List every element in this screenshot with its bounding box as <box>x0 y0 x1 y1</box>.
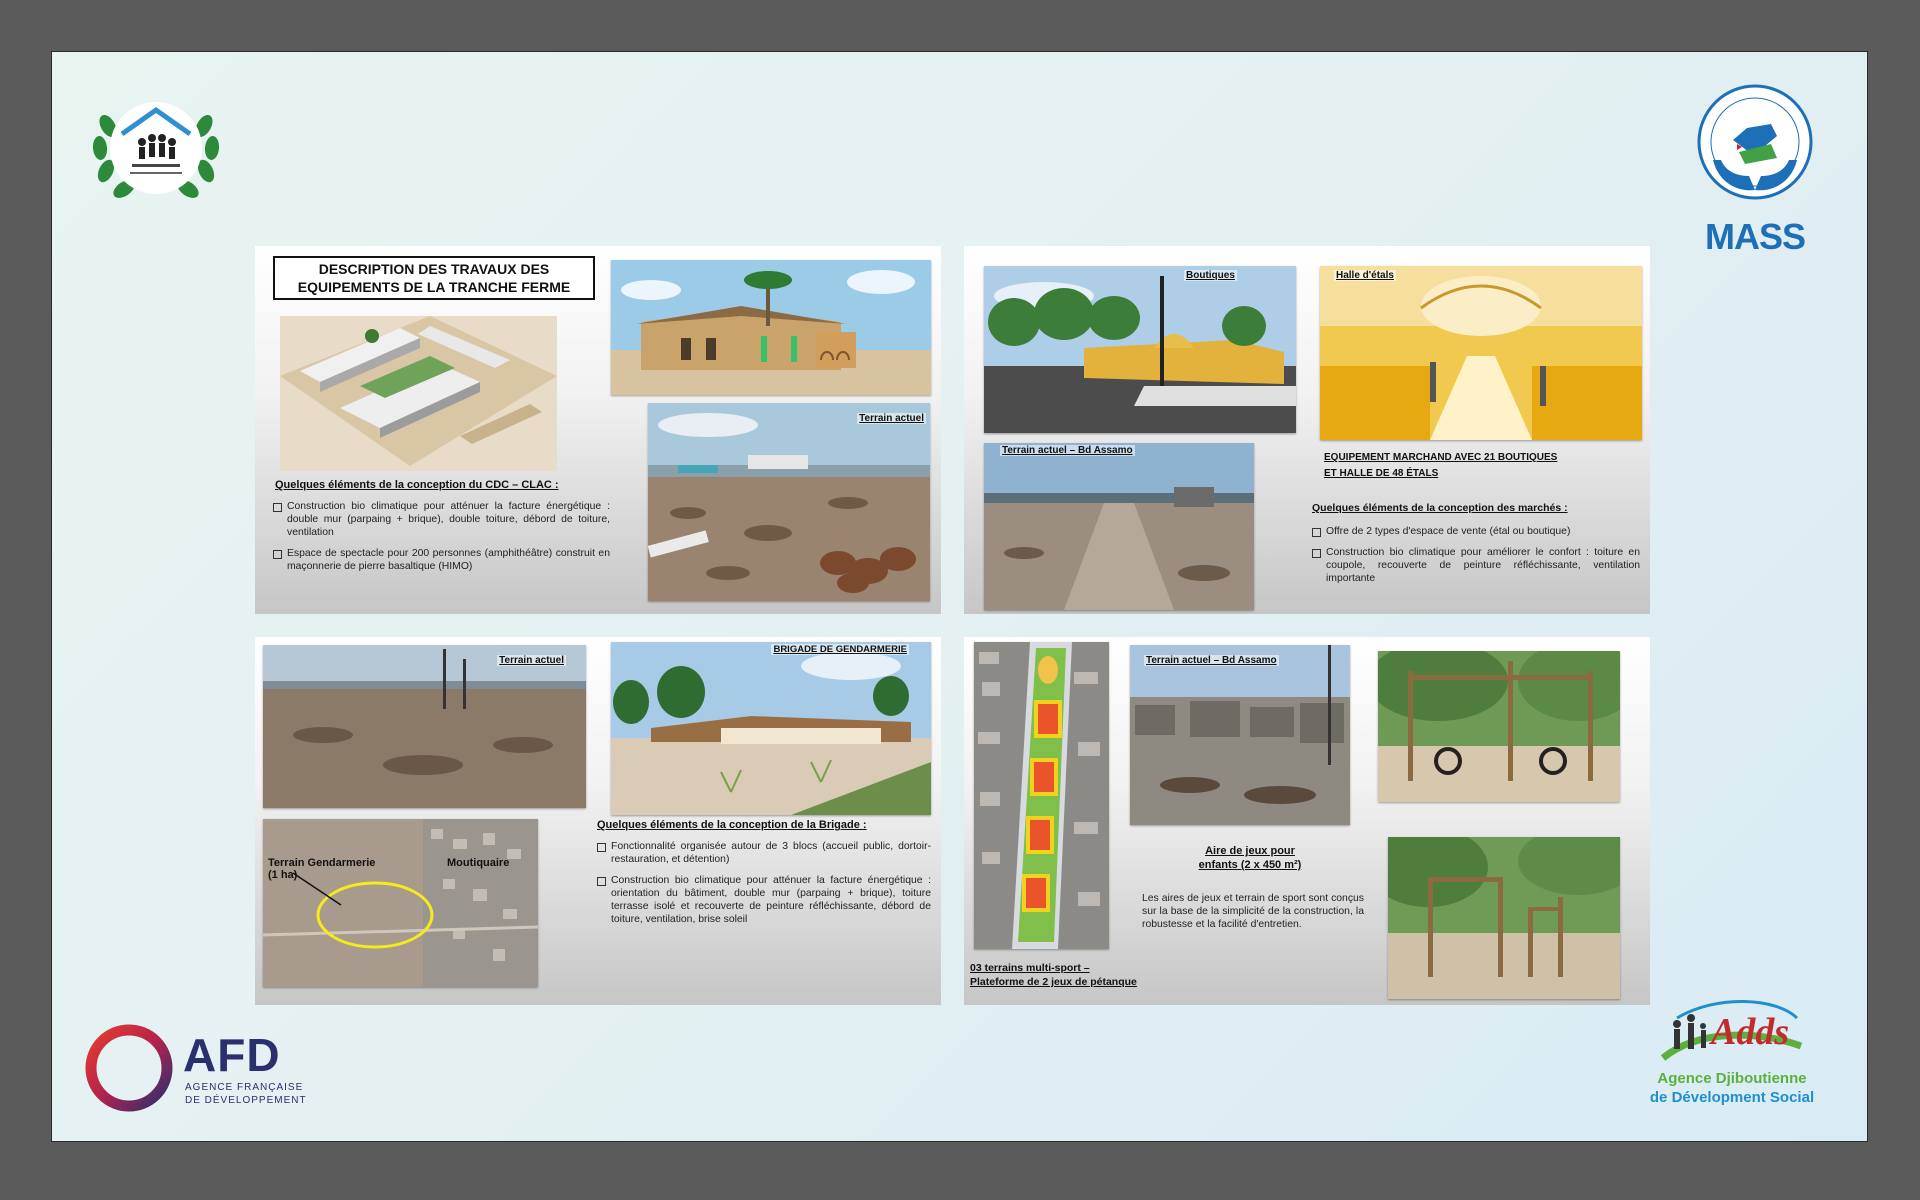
adds-name-line1: Agence Djiboutienne <box>1657 1070 1807 1087</box>
brigade-subtitle: Quelques éléments de la conception de la Brigade : <box>597 819 867 831</box>
cdc-current-site-photo <box>648 403 930 601</box>
checkbox-square-icon <box>597 843 606 852</box>
gendarmerie-terrain-label: Terrain actuel <box>499 655 564 666</box>
map-place-label: Moutiquaire <box>447 857 510 869</box>
cdc-bullet-list <box>273 500 610 581</box>
marche-terrain-label: Terrain actuel – Bd Assamo <box>1002 445 1133 456</box>
cdc-photo-label: Terrain actuel <box>859 413 924 424</box>
checkbox-square-icon <box>1312 549 1321 558</box>
sport-plan-caption: 03 terrains multi-sport – Plateforme de 2 jeux de pétanque <box>970 962 1137 988</box>
boutiques-render <box>984 266 1296 433</box>
marche-current-site-photo <box>984 443 1254 610</box>
adds-wordmark: Adds <box>1711 1011 1790 1053</box>
marche-equip-line-1: EQUIPEMENT MARCHAND AVEC 21 BOUTIQUES <box>1324 452 1558 463</box>
aire-jeux-description: Les aires de jeux et terrain de sport sont conçus sur la base de la simplicité de la construction, la robustesse et la facilité d'entretien. <box>1142 893 1364 930</box>
afd-ring-icon <box>83 1022 175 1114</box>
afd-tagline-1: AGENCE FRANÇAISE <box>185 1082 304 1093</box>
ministry-emblem-logo <box>86 86 226 211</box>
checkbox-square-icon <box>1312 528 1321 537</box>
halle-render <box>1320 266 1642 440</box>
mass-logo <box>1685 80 1825 270</box>
halle-label: Halle d'étals <box>1336 270 1394 281</box>
jeux-terrain-label: Terrain actuel – Bd Assamo <box>1146 655 1277 666</box>
brigade-render <box>611 642 931 815</box>
panel-cdc <box>255 246 941 614</box>
adds-logo <box>1617 988 1847 1118</box>
cdc-bullet: Espace de spectacle pour 200 personnes (amphithéâtre) construit en maçonnerie de pierre basaltique (HIMO) <box>273 547 610 573</box>
gendarmerie-current-site-photo <box>263 645 586 808</box>
marche-bullet-list <box>1312 525 1640 593</box>
hands-globe-icon <box>1685 80 1825 230</box>
cdc-front-render <box>611 260 931 395</box>
ministry-emblem-icon <box>86 86 226 211</box>
marche-equip-line-2: ET HALLE DE 48 ÉTALS <box>1324 468 1439 479</box>
map-terrain-label: Terrain Gendarmerie (1 ha) <box>268 857 376 881</box>
brigade-label: BRIGADE DE GENDARMERIE <box>773 644 907 655</box>
checkbox-square-icon <box>273 550 282 559</box>
brigade-bullet: Fonctionnalité organisée autour de 3 blocs (accueil public, dortoir-restauration, et détention) <box>597 840 931 866</box>
adds-name-line2: de Dévelopment Social <box>1649 1089 1815 1106</box>
cdc-isometric-render <box>280 316 557 471</box>
afd-tagline-2: DE DÉVELOPPEMENT <box>185 1095 307 1106</box>
slide <box>51 51 1868 1142</box>
checkbox-square-icon <box>597 877 606 886</box>
boutiques-label: Boutiques <box>1186 270 1235 281</box>
marche-bullet: Offre de 2 types d'espace de vente (étal ou boutique) <box>1312 525 1640 538</box>
brigade-bullet-list <box>597 840 931 934</box>
panel-jeux <box>964 637 1650 1005</box>
cdc-title: DESCRIPTION DES TRAVAUX DES EQUIPEMENTS DE LA TRANCHE FERME <box>273 256 595 300</box>
afd-logo <box>83 1022 323 1122</box>
gendarmerie-site-map <box>263 819 538 987</box>
jeux-current-site-photo <box>1130 645 1350 825</box>
marche-bullet: Construction bio climatique pour améliorer le confort : toiture en coupole, recouverte de peinture réfléchissante, ventilation importante <box>1312 546 1640 585</box>
mass-wordmark: MASS <box>1704 216 1805 257</box>
marche-subtitle: Quelques éléments de la conception des marchés : <box>1312 502 1568 514</box>
aire-jeux-title: Aire de jeux pour enfants (2 x 450 m²) <box>1198 845 1302 871</box>
sport-plan-aerial <box>974 642 1109 949</box>
cdc-bullet: Construction bio climatique pour atténuer la facture énergétique : double mur (parpaing + brique), double toiture, débord de toiture, ventilation <box>273 500 610 539</box>
cdc-subtitle: Quelques éléments de la conception du CDC – CLAC : <box>275 479 559 491</box>
panel-gendarmerie <box>255 637 941 1005</box>
panel-marche <box>964 246 1650 614</box>
brigade-bullet: Construction bio climatique pour atténuer la facture énergétique : orientation du bâtiment, double mur (parpaing + brique), toiture terrasse isolé et recouverte de peinture réfléchissante, débord de toiture, ventilation, brise soleil <box>597 874 931 926</box>
checkbox-square-icon <box>273 503 282 512</box>
afd-name: AFD <box>183 1029 281 1081</box>
playground-photo-2 <box>1388 837 1620 999</box>
playground-photo-1 <box>1378 651 1620 802</box>
